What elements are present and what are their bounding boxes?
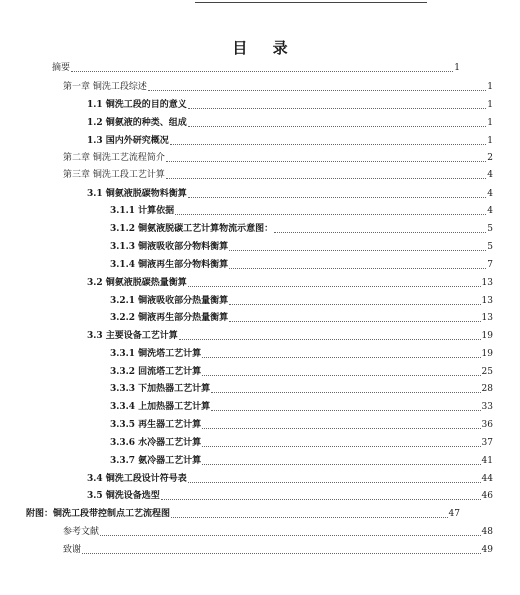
toc-title: 目 录	[232, 39, 298, 57]
toc-entry-3-1-3[interactable]	[110, 239, 493, 253]
toc-entry-3-5[interactable]	[87, 488, 493, 502]
toc-entry-3-4[interactable]	[87, 471, 493, 485]
toc-entry-label: 第三章 铜洗工段工艺计算	[63, 170, 165, 180]
toc-entry-chapter-2[interactable]	[63, 150, 493, 164]
dot-leader	[211, 392, 480, 393]
toc-entry-3-1[interactable]	[87, 186, 493, 200]
dot-leader	[229, 250, 486, 251]
toc-entry-page: 1	[487, 136, 493, 146]
dot-leader	[211, 410, 480, 411]
toc-entry-page: 13	[481, 278, 493, 288]
toc-entry-page: 19	[481, 349, 493, 359]
toc-entry-label: 3.3.6 水冷器工艺计算	[110, 438, 202, 448]
toc-entry-label: 3.3.5 再生器工艺计算	[110, 420, 202, 430]
toc-entry-label: 3.3 主要设备工艺计算	[87, 331, 178, 341]
toc-entry-label: 3.5 铜洗设备选型	[87, 491, 160, 501]
toc-entry-3-1-4[interactable]	[110, 257, 493, 271]
toc-entry-3-3-3[interactable]	[110, 381, 493, 395]
dot-leader	[166, 178, 486, 179]
dot-leader	[179, 339, 481, 340]
toc-entry-3-1-1[interactable]	[110, 203, 493, 217]
toc-entry-1-1[interactable]	[87, 97, 493, 111]
toc-entry-label: 3.4 铜洗工段设计符号表	[87, 474, 187, 484]
dot-leader	[188, 108, 486, 109]
toc-entry-label: 3.1.2 铜氨液脱碳工艺计算物流示意图：	[110, 224, 274, 234]
toc-entry-label: 3.1.4 铜液再生部分物料衡算	[110, 260, 229, 270]
dot-leader	[202, 428, 480, 429]
dot-leader	[175, 214, 486, 215]
toc-entry-label: 附图：铜洗工段带控制点工艺流程图	[26, 509, 171, 519]
dot-leader	[188, 286, 481, 287]
toc-entry-page: 49	[481, 545, 493, 555]
toc-entry-label: 1.3 国内外研究概况	[87, 136, 169, 146]
toc-entry-page: 4	[487, 206, 493, 216]
toc-entry-page: 4	[487, 189, 493, 199]
dot-leader	[274, 232, 486, 233]
toc-entry-label: 3.3.7 氨冷器工艺计算	[110, 456, 202, 466]
toc-entry-label: 3.3.1 铜洗塔工艺计算	[110, 349, 202, 359]
toc-entry-label: 3.1.3 铜液吸收部分物料衡算	[110, 242, 229, 252]
toc-entry-page: 1	[487, 118, 493, 128]
toc-entry-label: 3.2 铜氨液脱碳热量衡算	[87, 278, 187, 288]
toc-entry-page: 19	[481, 331, 493, 341]
toc-entry-3-1-2[interactable]	[110, 221, 493, 235]
toc-entry-label: 3.2.2 铜液再生部分热量衡算	[110, 313, 229, 323]
dot-leader	[229, 321, 480, 322]
toc-entry-chapter-3[interactable]	[63, 167, 493, 181]
toc-entry-3-3-2[interactable]	[110, 364, 493, 378]
toc-entry-3-3-1[interactable]	[110, 346, 493, 360]
toc-entry-page: 44	[481, 474, 493, 484]
toc-entry-page: 46	[481, 491, 493, 501]
dot-leader	[170, 144, 486, 145]
dot-leader	[171, 517, 448, 518]
dot-leader	[229, 268, 486, 269]
toc-entry-label: 1.2 铜氨液的种类、组成	[87, 118, 187, 128]
toc-entry-page: 13	[481, 313, 493, 323]
toc-entry-label: 参考文献	[63, 527, 100, 537]
dot-leader	[188, 482, 481, 483]
dot-leader	[148, 90, 486, 91]
toc-entry-page: 37	[481, 438, 493, 448]
toc-entry-abstract[interactable]	[52, 60, 460, 74]
toc-entry-3-3-6[interactable]	[110, 435, 493, 449]
toc-entry-3-3[interactable]	[87, 328, 493, 342]
toc-entry-page: 13	[481, 296, 493, 306]
dot-leader	[82, 553, 481, 554]
toc-entry-page: 1	[454, 63, 460, 73]
toc-entry-page: 5	[487, 224, 493, 234]
toc-entry-page: 36	[481, 420, 493, 430]
toc-entry-label: 3.2.1 铜液吸收部分热量衡算	[110, 296, 229, 306]
toc-entry-1-2[interactable]	[87, 115, 493, 129]
toc-entry-appendix-figure[interactable]	[26, 506, 460, 520]
toc-entry-3-3-7[interactable]	[110, 453, 493, 467]
toc-entry-3-3-4[interactable]	[110, 399, 493, 413]
toc-entry-page: 5	[487, 242, 493, 252]
dot-leader	[161, 499, 481, 500]
toc-entry-label: 3.1.1 计算依据	[110, 206, 175, 216]
toc-entry-label: 3.3.4 上加热器工艺计算	[110, 402, 211, 412]
dot-leader	[166, 161, 486, 162]
toc-entry-page: 48	[481, 527, 493, 537]
toc-entry-page: 25	[481, 367, 493, 377]
toc-entry-page: 4	[487, 170, 493, 180]
toc-entry-page: 7	[487, 260, 493, 270]
toc-entry-3-2-1[interactable]	[110, 293, 493, 307]
toc-entry-page: 28	[481, 384, 493, 394]
toc-entry-page: 2	[487, 153, 493, 163]
dot-leader	[188, 126, 486, 127]
dot-leader	[229, 304, 480, 305]
toc-entry-references[interactable]	[63, 524, 493, 538]
toc-entry-3-2[interactable]	[87, 275, 493, 289]
toc-entry-label: 3.3.2 回流塔工艺计算	[110, 367, 202, 377]
toc-entry-page: 47	[448, 509, 460, 519]
toc-entry-3-2-2[interactable]	[110, 310, 493, 324]
toc-entry-label: 第一章 铜洗工段综述	[63, 82, 147, 92]
toc-entry-page: 41	[481, 456, 493, 466]
toc-entry-label: 致谢	[63, 545, 82, 555]
toc-entry-acknowledgements[interactable]	[63, 542, 493, 556]
toc-entry-label: 3.3.3 下加热器工艺计算	[110, 384, 211, 394]
toc-entry-1-3[interactable]	[87, 133, 493, 147]
toc-entry-3-3-5[interactable]	[110, 417, 493, 431]
toc-entry-page: 1	[487, 82, 493, 92]
dot-leader	[202, 464, 480, 465]
dot-leader	[202, 446, 480, 447]
toc-entry-label: 1.1 铜洗工段的目的意义	[87, 100, 187, 110]
toc-entry-label: 摘要	[52, 63, 71, 73]
toc-entry-label: 第二章 铜洗工艺流程简介	[63, 153, 165, 163]
dot-leader	[202, 375, 480, 376]
toc-entry-page: 33	[481, 402, 493, 412]
dot-leader	[71, 71, 453, 72]
toc-entry-label: 3.1 铜氨液脱碳物料衡算	[87, 189, 187, 199]
toc-entry-chapter-1[interactable]	[63, 79, 493, 93]
dot-leader	[100, 535, 481, 536]
dot-leader	[188, 197, 486, 198]
toc-entry-page: 1	[487, 100, 493, 110]
dot-leader	[202, 357, 480, 358]
